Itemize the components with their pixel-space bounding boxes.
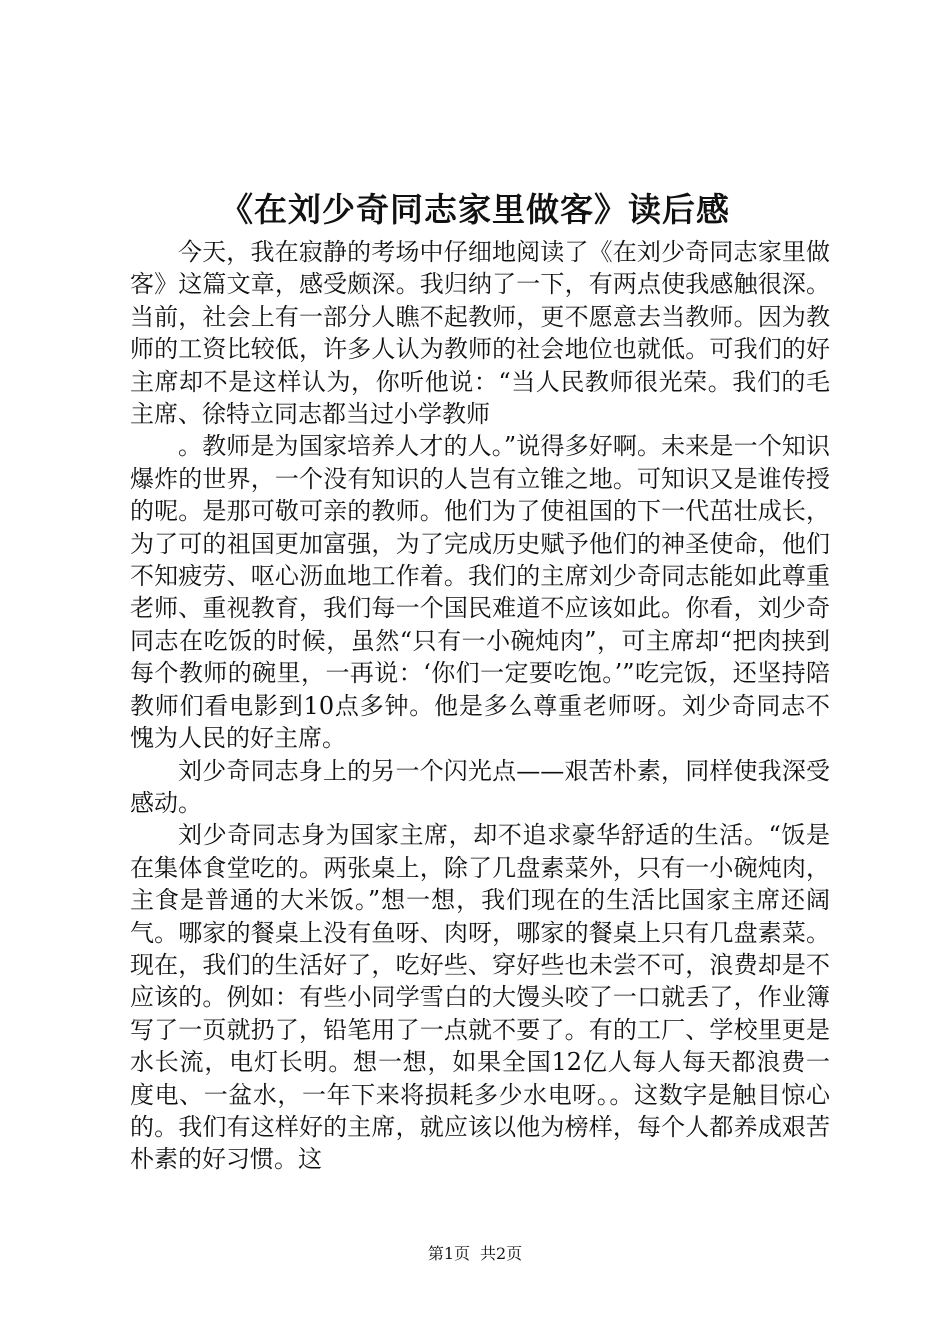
page-total: 共2页	[480, 1244, 523, 1263]
paragraph-3: 刘少奇同志身上的另一个闪光点——艰苦朴素，同样使我深受感动。	[130, 756, 830, 817]
page-number: 第1页	[427, 1244, 470, 1263]
paragraph-4: 刘少奇同志身为国家主席，却不追求豪华舒适的生活。“饭是在集体食堂吃的。两张桌上，除了几盘素菜外，只有一小碗炖肉，主食是普通的大米饭。”想一想，我们现在的生活比国家主席还阔气。哪家的餐桌上没有鱼呀、肉呀，哪家的餐桌上只有几盘素菜。现在，我们的生活好了，吃好些、穿好些也未尝不可，浪费却是不应该的。例如：有些小同学雪白的大馒头咬了一口就丢了，作业簿写了一页就扔了，铅笔用了一点就不要了。有的工厂、学校里更是水长流，电灯长明。想一想，如果全国12亿人每人每天都浪费一度电、一盆水，一年下来将损耗多少水电呀。。这数字是触目惊心的。我们有这样好的主席，就应该以他为榜样，每个人都养成艰苦朴素的好习惯。这	[130, 821, 830, 1174]
page-footer	[0, 1244, 950, 1264]
paragraph-1: 今天，我在寂静的考场中仔细地阅读了《在刘少奇同志家里做客》这篇文章，感受颇深。我归纳了一下，有两点使我感触很深。当前，社会上有一部分人瞧不起教师，更不愿意去当教师。因为教师的工资比较低，许多人认为教师的社会地位也就低。可我们的好主席却不是这样认为，你听他说：“当人民教师很光荣。我们的毛主席、徐特立同志都当过小学教师	[130, 238, 830, 429]
document-body	[130, 236, 830, 1176]
document-title: 《在刘少奇同志家里做客》读后感	[220, 190, 730, 229]
paragraph-2: 。教师是为国家培养人才的人。”说得多好啊。未来是一个知识爆炸的世界，一个没有知识的人岂有立锥之地。可知识又是谁传授的呢。是那可敬可亲的教师。他们为了使祖国的下一代茁壮成长，为了可的祖国更加富强，为了完成历史赋予他们的神圣使命，他们不知疲劳、呕心沥血地工作着。我们的主席刘少奇同志能如此尊重老师、重视教育，我们每一个国民难道不应该如此。你看，刘少奇同志在吃饭的时候，虽然“只有一小碗炖肉”，可主席却“把肉挟到每个教师的碗里，一再说：‘你们一定要吃饱。’”吃完饭，还坚持陪教师们看电影到10点多钟。他是多么尊重老师呀。刘少奇同志不愧为人民的好主席。	[130, 432, 830, 753]
